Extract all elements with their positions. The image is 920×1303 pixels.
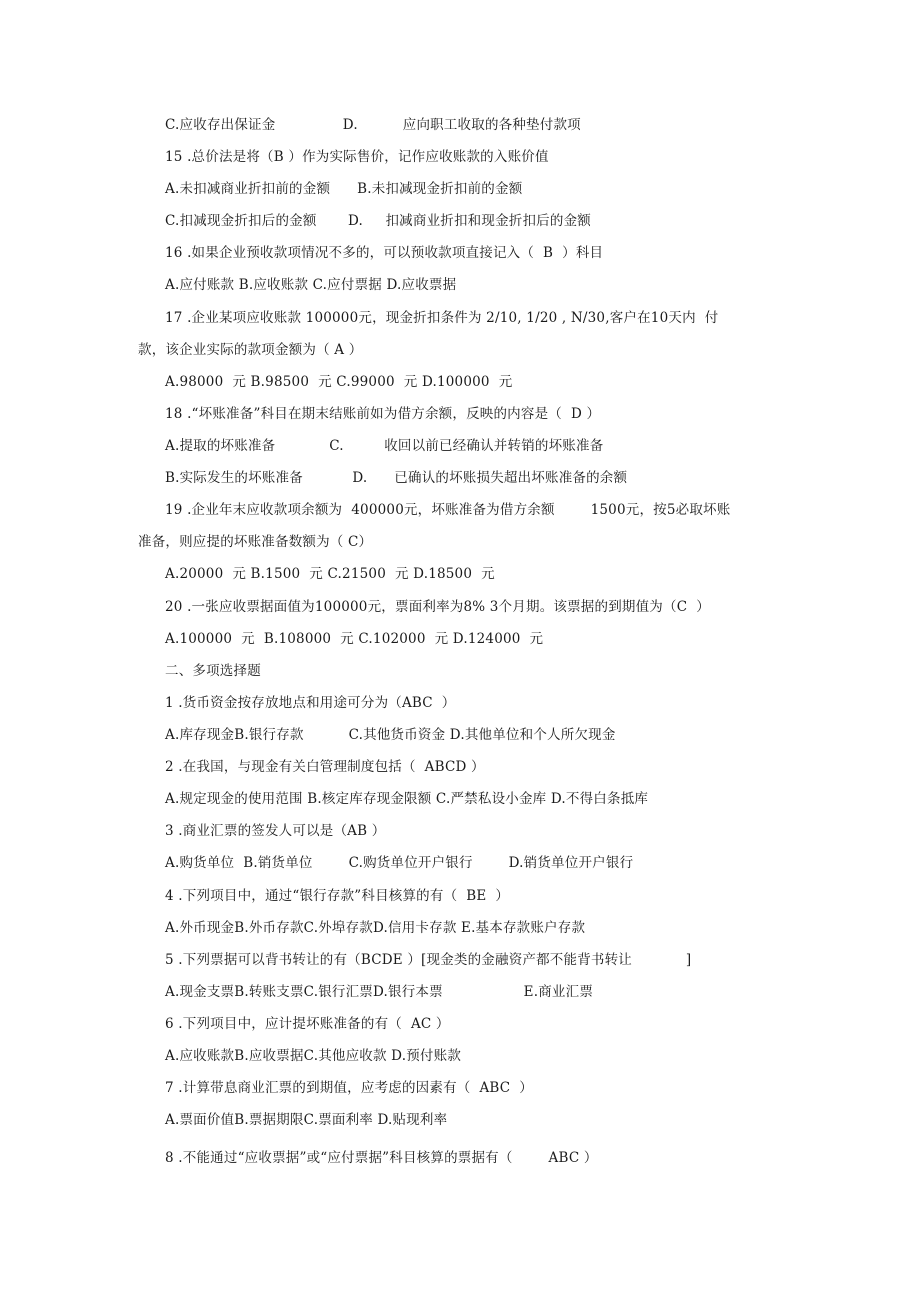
options-15b: C.扣减现金折扣后的金额 D. 扣减商业折扣和现金折扣后的金额 bbox=[165, 213, 591, 229]
question-m5: 5 .下列票据可以背书转让的有（BCDE ）[现金类的金融资产都不能背书转让 ] bbox=[165, 952, 692, 968]
options-16: A.应付账款 B.应收账款 C.应付票据 D.应收票据 bbox=[165, 277, 457, 293]
question-20: 20 .一张应收票据面值为100000元，票面利率为8% 3个月期。该票据的到期值为（C ） bbox=[165, 599, 710, 615]
question-m4: 4 .下列项目中，通过“银行存款”科目核算的有（ BE ） bbox=[165, 888, 510, 904]
options-m2: A.规定现金的使用范围 B.核定库存现金限额 C.严禁私设小金库 D.不得白条抵库 bbox=[165, 791, 649, 807]
options-m1: A.库存现金B.银行存款 C.其他货币资金 D.其他单位和个人所欠现金 bbox=[165, 727, 616, 743]
question-17: 17 .企业某项应收账款 100000元，现金折扣条件为 2/10, 1/20 , N/30,客户在10天内 付 bbox=[165, 310, 719, 326]
options-17: A.98000 元 B.98500 元 C.99000 元 D.100000 元 bbox=[165, 374, 513, 390]
question-15: 15 .总价法是将（B ）作为实际售价，记作应收账款的入账价值 bbox=[165, 149, 549, 165]
options-18b: B.实际发生的坏账准备 D. 已确认的坏账损失超出坏账准备的余额 bbox=[165, 470, 628, 486]
options-19: A.20000 元 B.1500 元 C.21500 元 D.18500 元 bbox=[165, 566, 495, 582]
options-20: A.100000 元 B.108000 元 C.102000 元 D.124000 元 bbox=[165, 631, 544, 647]
question-m2: 2 .在我国，与现金有关白管理制度包括（ ABCD ） bbox=[165, 759, 485, 775]
options-m4: A.外币现金B.外币存款C.外埠存款D.信用卡存款 E.基本存款账户存款 bbox=[165, 920, 586, 936]
text-line: C.应收存出保证金 D. 应向职工收取的各种垫付款项 bbox=[165, 117, 581, 133]
question-17-cont: 款，该企业实际的款项金额为（ A ） bbox=[138, 342, 363, 358]
question-m7: 7 .计算带息商业汇票的到期值，应考虑的因素有（ ABC ） bbox=[165, 1080, 533, 1096]
question-19: 19 .企业年末应收款项余额为 400000元，坏账准备为借方余额 1500元，按5必取坏账 bbox=[165, 502, 731, 518]
question-18: 18 .“坏账准备”科目在期末结账前如为借方余额，反映的内容是（ D ） bbox=[165, 406, 601, 422]
question-m1: 1 .货币资金按存放地点和用途可分为（ABC ） bbox=[165, 695, 456, 711]
section-heading: 二、多项选择题 bbox=[165, 663, 261, 679]
options-15a: A.未扣减商业折扣前的金额 B.未扣减现金折扣前的金额 bbox=[165, 181, 523, 197]
question-16: 16 .如果企业预收款项情况不多的，可以预收款项直接记入（ B ）科目 bbox=[165, 245, 604, 261]
options-18a: A.提取的坏账准备 C. 收回以前已经确认并转销的坏账准备 bbox=[165, 438, 604, 454]
options-m7: A.票面价值B.票据期限C.票面利率 D.贴现利率 bbox=[165, 1112, 448, 1128]
question-m6: 6 .下列项目中，应计提坏账准备的有（ AC ） bbox=[165, 1016, 450, 1032]
question-m3: 3 .商业汇票的签发人可以是（AB ） bbox=[165, 823, 386, 839]
options-m3: A.购货单位 B.销货单位 C.购货单位开户银行 D.销货单位开户银行 bbox=[165, 855, 634, 871]
options-m6: A.应收账款B.应收票据C.其他应收款 D.预付账款 bbox=[165, 1048, 462, 1064]
question-m8: 8 .不能通过“应收票据”或“应付票据”科目核算的票据有（ ABC ） bbox=[165, 1150, 598, 1166]
question-19-cont: 准备，则应提的坏账准备数额为（ C） bbox=[138, 534, 373, 550]
options-m5: A.现金支票B.转账支票C.银行汇票D.银行本票 E.商业汇票 bbox=[165, 984, 594, 1000]
